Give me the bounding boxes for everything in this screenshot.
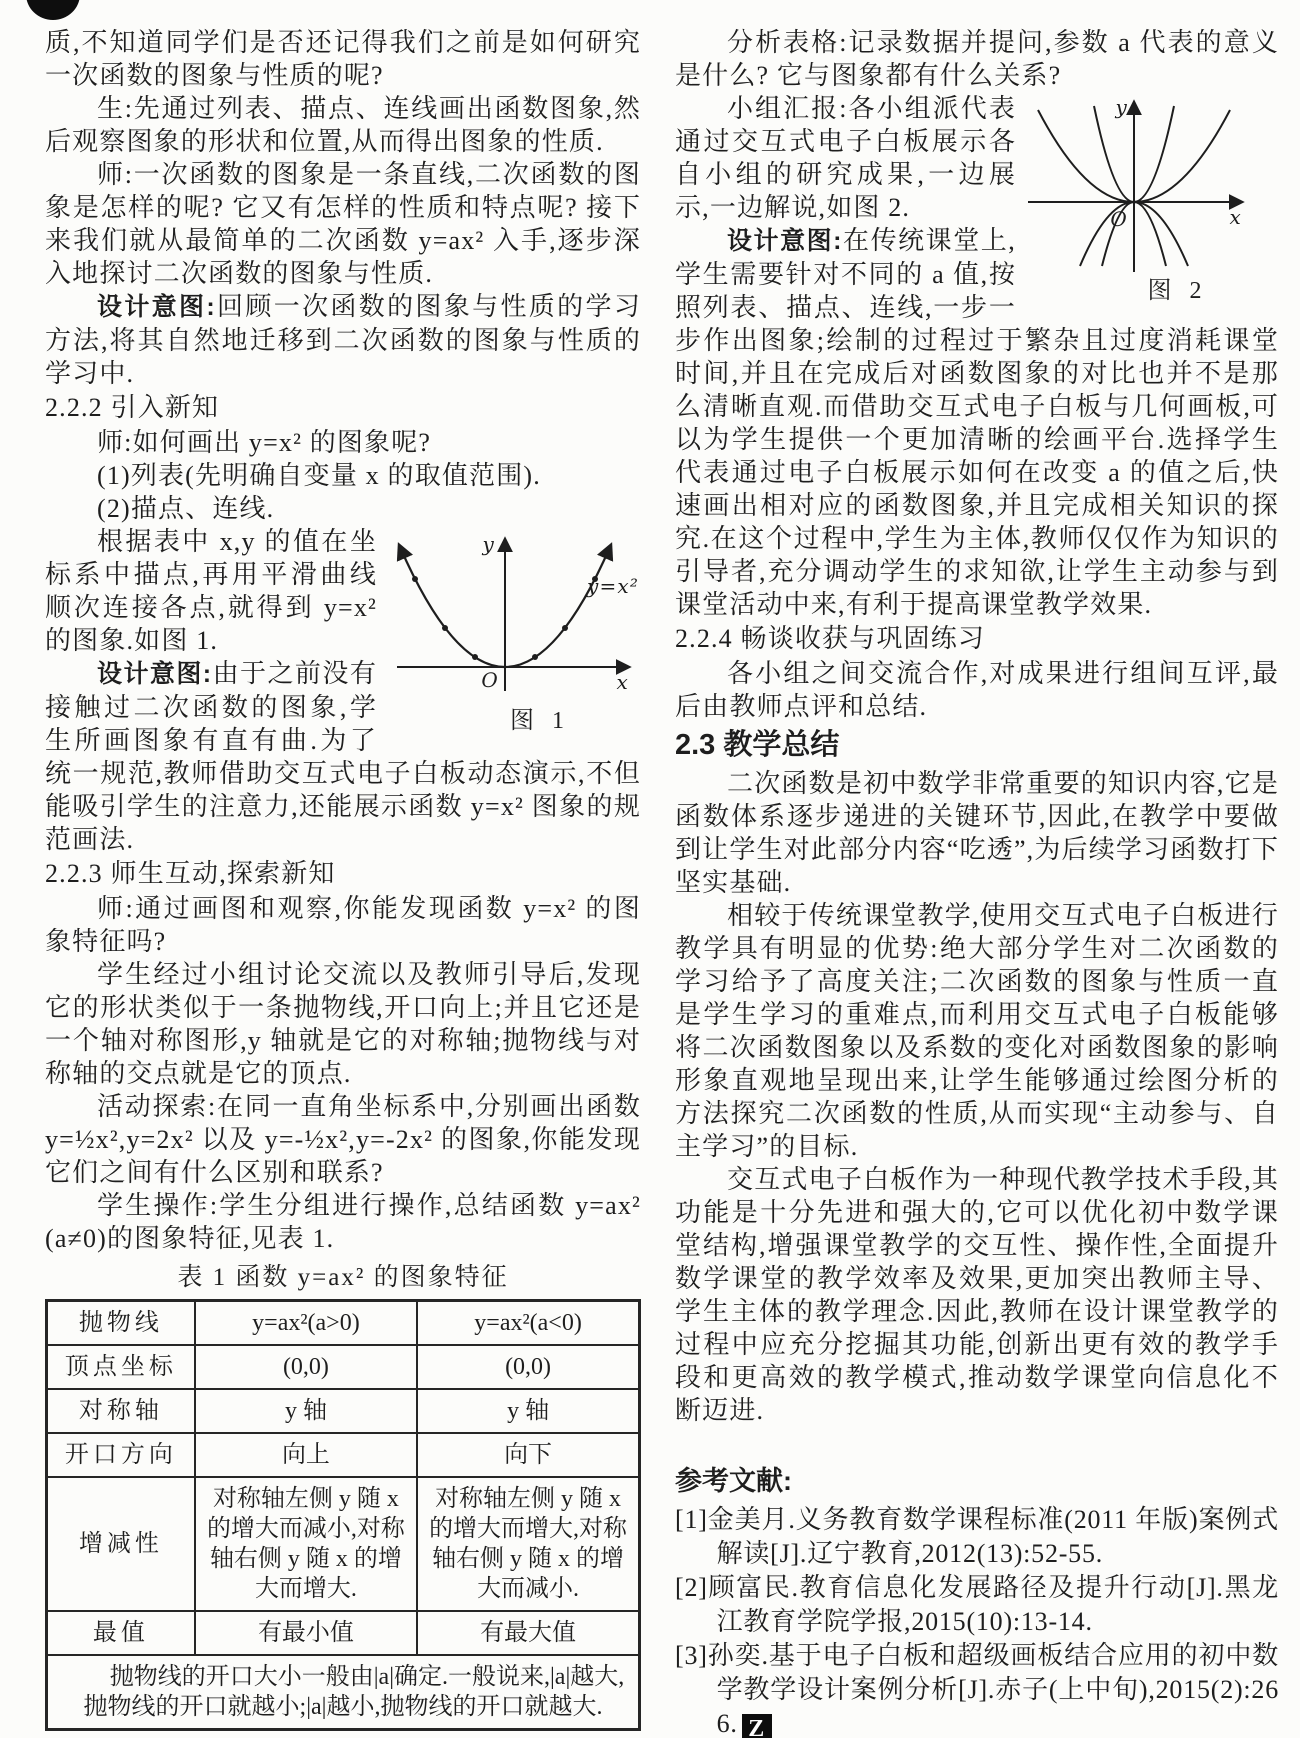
table-cell: 增减性 <box>47 1477 195 1611</box>
x-axis-label: x <box>1229 205 1242 229</box>
section-heading: 2.2.3 师生互动,探索新知 <box>45 859 336 888</box>
paragraph-design-intent <box>45 290 641 390</box>
paragraph: 学生操作:学生分组进行操作,总结函数 y=ax²(a≠0)的图象特征,见表 1. <box>45 1191 641 1253</box>
reference-item: [2]顾富民.教育信息化发展路径及提升行动[J].黑龙江教育学院学报,2015(10):13-14. <box>675 1573 1279 1636</box>
origin-label: O <box>481 668 499 692</box>
left-column <box>45 26 641 1738</box>
data-point <box>562 625 568 631</box>
figure-2-plot <box>1024 94 1249 274</box>
paragraph: 二次函数是初中数学非常重要的知识内容,它是函数体系逐步递进的关键环节,因此,在教学中要做到让学生对此部分内容“吃透”,为后续学习函数打下坚实基础. <box>675 769 1279 897</box>
end-of-article-mark: Z <box>742 1714 772 1738</box>
paragraph: (1)列表(先明确自变量 x 的取值范围). <box>97 461 541 490</box>
figure-1-caption: 图 1 <box>510 708 570 734</box>
paragraph: 生:先通过列表、描点、连线画出函数图象,然后观察图象的形状和位置,从而得出图象的性质. <box>45 94 641 156</box>
design-intent-lead: 设计意图: <box>727 227 843 255</box>
section-heading: 2.2.2 引入新知 <box>45 393 220 422</box>
table-header-cell: 抛物线 <box>47 1301 195 1346</box>
paragraph: 师:一次函数的图象是一条直线,二次函数的图象是怎样的呢? 它又有怎样的性质和特点呢? 接下来我们就从最简单的二次函数 y=ax² 入手,逐步深入地探讨二次函数的图象与性质. <box>45 160 641 288</box>
paragraph-text: 回顾一次函数的图象与性质的学习方法,将其自然地迁移到二次函数的图象与性质的学习中. <box>45 292 641 388</box>
curve-label: y=x² <box>587 574 640 598</box>
paragraph: 相较于传统课堂教学,使用交互式电子白板进行教学具有明显的优势:绝大部分学生对二次函数的学习给予了高度关注;二次函数的图象与性质一直是学生学习的重难点,而利用交互式电子白板能够将二次函数图象以及系数的变化对函数图象的影响形象直观地呈现出来,让学生能够通过绘图分析的方法探究二次函数的性质,从而实现“主动参与、自主学习”的目标. <box>675 901 1279 1161</box>
table-cell: 向下 <box>417 1433 639 1477</box>
table-footer-note: 抛物线的开口大小一般由|a|确定.一般说来,|a|越大,抛物线的开口就越小;|a|越小,抛物线的开口就越大. <box>47 1655 640 1730</box>
table-row <box>47 1345 640 1389</box>
table-header-cell: y=ax²(a>0) <box>195 1301 417 1346</box>
paragraph-text: 小组汇报:各小组派代表通过交互式电子白板展示各自小组的研究成果,一边展示,一边解说,如图 2. <box>675 94 1016 222</box>
table-cell: 对称轴左侧 y 随 x 的增大而增大,对称轴右侧 y 随 x 的增大而减小. <box>417 1477 639 1611</box>
table-cell: 对称轴 <box>47 1389 195 1433</box>
table-title: 表 1 函数 y=ax² 的图象特征 <box>177 1264 509 1291</box>
x-axis-label: x <box>616 670 629 694</box>
reference-text: [3]孙奕.基于电子白板和超级画板结合应用的初中数学教学设计案例分析[J].赤子(上中旬),2015(2):266. <box>675 1641 1279 1738</box>
y-axis-label: y <box>482 532 495 556</box>
references-heading: 参考文献: <box>675 1466 792 1496</box>
table-cell: 有最大值 <box>417 1611 639 1655</box>
y-axis-label: y <box>1115 95 1128 119</box>
figure-2 <box>1024 94 1279 306</box>
table-row <box>47 1477 640 1611</box>
design-intent-lead: 设计意图: <box>97 660 213 688</box>
right-column <box>675 26 1279 1738</box>
paragraph: 师:通过画图和观察,你能发现函数 y=x² 的图象特征吗? <box>45 894 641 956</box>
figure-1 <box>387 529 641 736</box>
origin-label: O <box>1110 207 1128 231</box>
figure-2-caption: 图 2 <box>1147 278 1208 304</box>
data-point <box>532 654 538 660</box>
table-cell: 开口方向 <box>47 1433 195 1477</box>
table-cell: 顶点坐标 <box>47 1345 195 1389</box>
section-heading-2-3: 2.3 教学总结 <box>675 729 840 761</box>
table-header-cell: y=ax²(a<0) <box>417 1301 639 1346</box>
reference-item <box>675 1639 1279 1738</box>
table-row <box>47 1389 640 1433</box>
paragraph: 质,不知道同学们是否还记得我们之前是如何研究一次函数的图象与性质的呢? <box>45 28 641 90</box>
table-cell: y 轴 <box>417 1389 639 1433</box>
paragraph: (2)描点、连线. <box>97 494 275 523</box>
table-row <box>47 1433 640 1477</box>
table-cell: 最值 <box>47 1611 195 1655</box>
table-cell: 有最小值 <box>195 1611 417 1655</box>
table-header-row <box>47 1301 640 1346</box>
table-cell: (0,0) <box>417 1345 639 1389</box>
paragraph: 交互式电子白板作为一种现代教学技术手段,其功能是十分先进和强大的,它可以优化初中数学课堂结构,增强课堂教学的交互性、操作性,全面提升数学课堂的教学效率及效果,更加突出教师主导、学生主体的教学理念.因此,教师在设计课堂教学的过程中应充分挖掘其功能,创新出更有效的教学手段和更高效的教学模式,推动数学课堂向信息化不断迈进. <box>675 1165 1279 1425</box>
data-point <box>412 576 418 582</box>
paragraph-text: 在传统课堂上,学生需要针对不同的 a 值,按照列表、描点、连线,一步一步作出图象;绘制的过程过于繁杂且过度消耗课堂时间,并且在完成后对函数图象的对比也并不是那么清晰直观.而借助交互式电子白板与几何画板,可以为学生提供一个更加清晰的绘画平台.选择学生代表通过电子白板展示如何在改变 a 的值之后,快速画出相对应的函数图象,并且完成相关知识的探究.在这个过程中,学生为主体,教师仅仅作为知识的引导者,充分调动学生的求知欲,让学生主动参与到课堂活动中来,有利于提高课堂教学效果. <box>675 226 1279 619</box>
table-cell: 对称轴左侧 y 随 x 的增大而减小,对称轴右侧 y 随 x 的增大而增大. <box>195 1477 417 1611</box>
table-1 <box>45 1299 641 1731</box>
table-cell: (0,0) <box>195 1345 417 1389</box>
data-point <box>472 654 478 660</box>
table-row <box>47 1611 640 1655</box>
paragraph: 师:如何画出 y=x² 的图象呢? <box>97 428 432 457</box>
data-point <box>442 625 448 631</box>
table-cell: 向上 <box>195 1433 417 1477</box>
figure-1-plot <box>387 529 641 704</box>
table-footer-row <box>47 1655 640 1730</box>
paragraph: 学生经过小组讨论交流以及教师引导后,发现它的形状类似于一条抛物线,开口向上;并且它还是一个轴对称图形,y 轴就是它的对称轴;抛物线与对称轴的交点就是它的顶点. <box>45 960 641 1088</box>
design-intent-lead: 设计意图: <box>97 293 216 321</box>
paragraph: 各小组之间交流合作,对成果进行组间互评,最后由教师点评和总结. <box>675 659 1279 721</box>
table-cell: y 轴 <box>195 1389 417 1433</box>
reference-item: [1]金美月.义务教育数学课程标准(2011 年版)案例式解读[J].辽宁教育,2012(13):52-55. <box>675 1505 1279 1568</box>
paragraph: 活动探索:在同一直角坐标系中,分别画出函数 y=½x²,y=2x² 以及 y=-½x²,y=-2x² 的图象,你能发现它们之间有什么区别和联系? <box>45 1092 641 1187</box>
paragraph-text: 由于之前没有接触过二次函数的图象,学生所画图象有直有曲.为了统一规范,教师借助交互式电子白板动态演示,不但能吸引学生的注意力,还能展示函数 y=x² 图象的规范画法. <box>45 659 641 854</box>
paragraph: 分析表格:记录数据并提问,参数 a 代表的意义是什么? 它与图象都有什么关系? <box>675 28 1279 90</box>
section-heading: 2.2.4 畅谈收获与巩固练习 <box>675 624 986 653</box>
paragraph-text: 根据表中 x,y 的值在坐标系中描点,再用平滑曲线顺次连接各点,就得到 y=x² 的图象.如图 1. <box>45 527 377 655</box>
